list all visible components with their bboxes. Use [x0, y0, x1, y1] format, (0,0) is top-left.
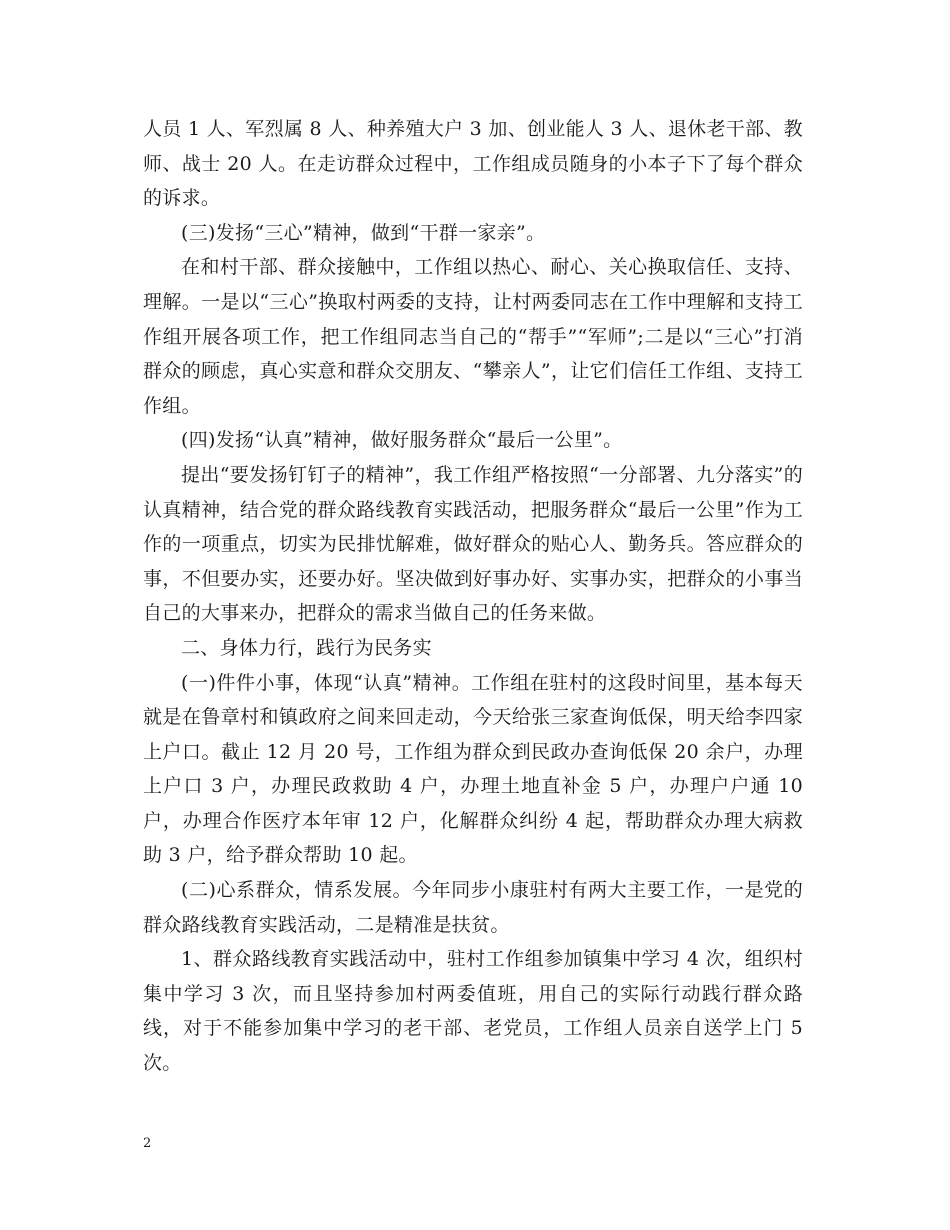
paragraph-2-heading: (三)发扬“三心”精神，做到“干群一家亲”。 [181, 221, 546, 244]
paragraph-1: 人员 1 人、军烈属 8 人、种养殖大户 3 加、创业能人 3 人、退休老干部、教师、战士 20 人。在走访群众过程中，工作组成员随身的小本子下了每个群众的诉求。 [143, 118, 803, 210]
paragraph-5: 提出“要发扬钉钉子的精神”，我工作组严格按照“一分部署、九分落实”的认真精神，结合党的群众路线教育实践活动，把服务群众“最后一公里”作为工作的一项重点，切实为民排忧解难，做好群众的贴心人、勤务兵。答应群众的事，不但要办实，还要办好。坚决做到好事办好、实事办实，把群众的小事当自己的大事来办，把群众的需求当做自己的任务来做。 [143, 463, 803, 625]
paragraph-8: (二)心系群众，情系发展。今年同步小康驻村有两大主要工作，一是党的群众路线教育实践活动，二是精准是扶贫。 [143, 879, 803, 936]
paragraph-3: 在和村干部、群众接触中，工作组以热心、耐心、关心换取信任、支持、理解。一是以“三心”换取村两委的支持，让村两委同志在工作中理解和支持工作组开展各项工作，把工作组同志当自己的“帮手”“军师”;二是以“三心”打消群众的顾虑，真心实意和群众交朋友、“攀亲人”，让它们信任工作组、支持工作组。 [143, 256, 803, 417]
paragraph-4-heading: (四)发扬“认真”精神，做好服务群众“最后一公里”。 [181, 429, 623, 452]
section-heading: 二、身体力行，践行为民务实 [181, 636, 432, 659]
paragraph-9: 1、群众路线教育实践活动中，驻村工作组参加镇集中学习 4 次，组织村集中学习 3 次，而且坚持参加村两委值班，用自己的实际行动践行群众路线，对于不能参加集中学习的老干部、老党员，工作组人员亲自送学上门 5 次。 [143, 948, 803, 1075]
page-number: 2 [143, 1136, 152, 1151]
paragraph-7: (一)件件小事，体现“认真”精神。工作组在驻村的这段时间里，基本每天就是在鲁章村和镇政府之间来回走动，今天给张三家查询低保，明天给李四家上户口。截止 12 月 20 号，工作组为群众到民政办查询低保 20 余户，办理上户口 3 户，办理民政救助 4 户，办理土地直补金 5 户，办理户户通 10 户，办理合作医疗本年审 12 户，化解群众纠纷 4 起，帮助群众办理大病救助 3 户，给予群众帮助 10 起。 [143, 671, 803, 867]
document-body [143, 112, 803, 1081]
